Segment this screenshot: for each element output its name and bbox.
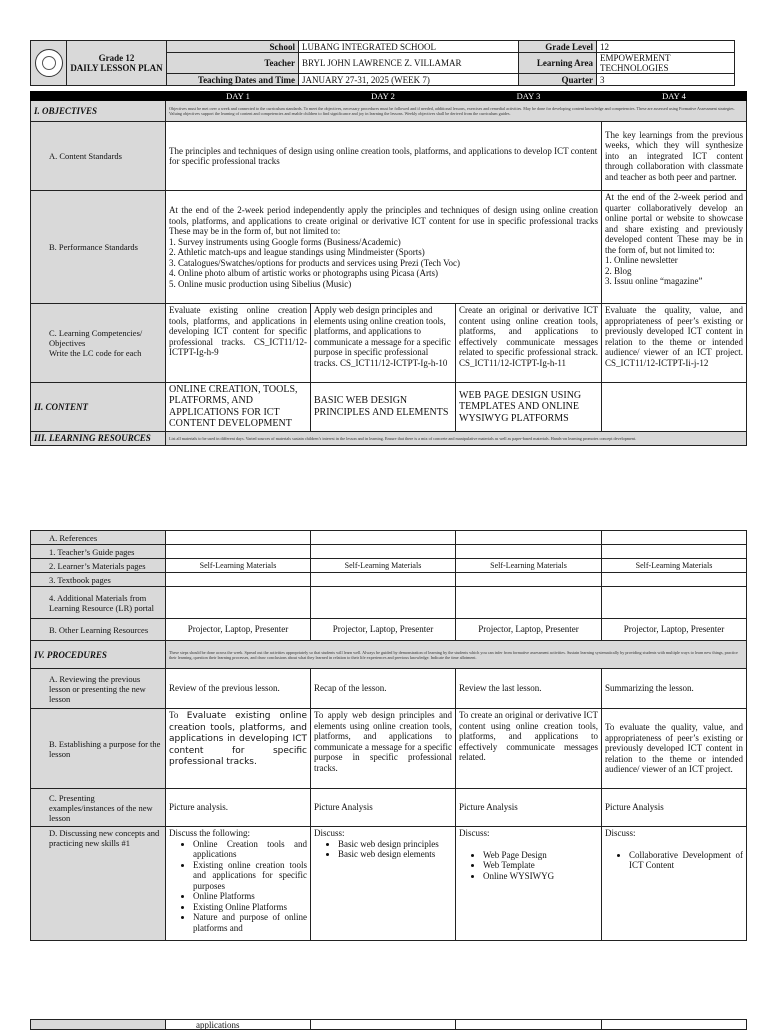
- resources-heading: III. LEARNING RESOURCES: [31, 431, 166, 445]
- competencies-label-text: C. Learning Competencies/ Objectives: [49, 328, 143, 348]
- day-4-header: DAY 4: [602, 92, 747, 101]
- purpose-day1: [166, 709, 311, 789]
- deped-logo-cell: [31, 41, 67, 86]
- list-item: • Online Platforms: [193, 891, 307, 902]
- plan-title: DAILY LESSON PLAN: [70, 63, 163, 73]
- day-2-header: DAY 2: [311, 92, 456, 101]
- performance-day4-item: 3. Issuu online “magazine”: [605, 276, 703, 286]
- list-item: • Existing online creation tools and applications for specific purposes: [193, 860, 307, 892]
- competency-day4: Evaluate the quality, value, and appropriateness of peer’s existing or previously developed ICT content in relation to the theme or intended audience/ viewer of an ICT project. CS_ICT11/12-ICTPT-Ii-j-12: [602, 304, 747, 383]
- discussing-day1-list: [169, 839, 307, 934]
- competencies-sublabel: Write the LC code for each: [49, 348, 142, 358]
- learners-materials-day4: Self-Learning Materials: [602, 559, 747, 573]
- list-item: • Web Page Design: [483, 850, 598, 861]
- list-item: • Existing Online Platforms: [193, 902, 307, 913]
- review-day2: Recap of the lesson.: [311, 669, 456, 709]
- teachers-guide-label: 1. Teacher’s Guide pages: [31, 545, 166, 559]
- day-header-blank: [31, 92, 166, 101]
- list-item: • Nature and purpose of online platforms and: [193, 912, 307, 933]
- performance-day4-item: 2. Blog: [605, 265, 632, 276]
- objectives-heading: I. OBJECTIVES: [31, 101, 166, 122]
- objectives-note: Objectives must be met over a week and connected to the curriculum standards. To meet the objectives, necessary procedures must be followed and if needed, additional lessons, exercises and remedial activities. May be done for developing content knowledge and competencies. These are assessed using Formative Assessment strategies. Valuing objectives support the learning of content and competencies and enable children to find significance and joy in learning the lessons. Weekly objectives shall be derived from the curriculum guides.: [166, 101, 747, 122]
- performance-standards-label: B. Performance Standards: [31, 191, 166, 304]
- other-resources-day1: Projector, Laptop, Presenter: [166, 619, 311, 641]
- performance-item: 5. Online music production using Sibelius (Music): [169, 278, 352, 289]
- dates-label: Teaching Dates and Time: [167, 74, 299, 86]
- performance-item: 3. Catalogues/Swatches/options for products and services using Prezi (Tech Voc): [169, 257, 460, 268]
- objectives-table: [30, 91, 747, 446]
- content-day1: ONLINE CREATION, TOOLS, PLATFORMS, AND APPLICATIONS FOR ICT CONTENT DEVELOPMENT: [166, 383, 311, 432]
- school-value: LUBANG INTEGRATED SCHOOL: [299, 41, 519, 53]
- content-heading: II. CONTENT: [31, 383, 166, 432]
- grade-level-label: Grade Level: [519, 41, 597, 53]
- dates-value: JANUARY 27-31, 2025 (WEEK 7): [299, 74, 519, 86]
- discussing-day3-list: [459, 850, 598, 882]
- competency-day1: Evaluate existing online creation tools, platforms, and applications in developing ICT content for specific professional tracks. CS_ICT11/12-ICTPT-Ig-h-9: [166, 304, 311, 383]
- discussing-day1-head: Discuss the following:: [169, 828, 250, 838]
- purpose-day3: To create an original or derivative ICT content using online creation tools, platforms, and applications to effectively communicate messages related.: [456, 709, 602, 789]
- purpose-day2: To apply web design principles and elements using online creation tools, platforms, and applications to communicate a message for a specific purpose in specific professional tracks.: [311, 709, 456, 789]
- continuation-day1: applications: [166, 1020, 311, 1030]
- competency-day3: Create an original or derivative ICT content using online creation tools, platforms, and applications to effectively communicate messages related to specific professional strack. CS_ICT11/12-ICTPT-Ig-h-11: [456, 304, 602, 383]
- content-standards-label: A. Content Standards: [31, 122, 166, 191]
- presenting-day3: Picture Analysis: [456, 789, 602, 827]
- learners-materials-day2: Self-Learning Materials: [311, 559, 456, 573]
- purpose-label: B. Establishing a purpose for the lesson: [31, 709, 166, 789]
- performance-day4-item: 1. Online newsletter: [605, 255, 678, 265]
- content-day2: BASIC WEB DESIGN PRINCIPLES AND ELEMENTS: [311, 383, 456, 432]
- list-item: • Online WYSIWYG: [483, 871, 598, 882]
- presenting-day1: Picture analysis.: [166, 789, 311, 827]
- plan-title-cell: [67, 41, 167, 86]
- discussing-day1: [166, 827, 311, 941]
- other-resources-label: B. Other Learning Resources: [31, 619, 166, 641]
- school-label: School: [167, 41, 299, 53]
- list-item: • Online Creation tools and applications: [193, 839, 307, 860]
- performance-item: 2. Athletic match-ups and league standings using Mindmeister (Sports): [169, 247, 425, 257]
- header-table: [30, 40, 735, 86]
- deped-seal-icon: [35, 49, 63, 77]
- performance-standards-day4: [602, 191, 747, 304]
- review-day3: Review the last lesson.: [456, 669, 602, 709]
- quarter-label: Quarter: [519, 74, 597, 86]
- purpose-day1-prefix: To: [169, 710, 187, 720]
- presenting-day2: Picture Analysis: [311, 789, 456, 827]
- discussing-day3: [456, 827, 602, 941]
- learning-area-value: EMPOWERMENT TECHNOLOGIES: [597, 53, 735, 74]
- list-item: • Basic web design principles: [338, 839, 452, 850]
- additional-materials-label: 4. Additional Materials from Learning Resource (LR) portal: [31, 587, 166, 619]
- performance-standards-text: [166, 191, 602, 304]
- performance-day4-intro: At the end of the 2-week period and quarter collaboratively develop an online portal or website to showcase and share existing and previously developed content These may be in the form of, but not limited to:: [605, 192, 743, 255]
- purpose-day1-text: Evaluate existing online creation tools, platforms, and applications in developing ICT content for specific professional tracks.: [169, 711, 307, 767]
- teacher-label: Teacher: [167, 53, 299, 74]
- review-day1: Review of the previous lesson.: [166, 669, 311, 709]
- grade-title: Grade 12: [98, 53, 135, 63]
- content-day3: WEB PAGE DESIGN USING TEMPLATES AND ONLINE WYSIWYG PLATFORMS: [456, 383, 602, 432]
- procedures-heading: IV. PROCEDURES: [31, 641, 166, 669]
- learners-materials-day1: Self-Learning Materials: [166, 559, 311, 573]
- competency-day2: Apply web design principles and elements using online creation tools, platforms, and applications to communicate a message for a specific purpose in specific professional tracks. CS_ICT11/12-ICTPT-Ig-h-10: [311, 304, 456, 383]
- performance-item: 4. Online photo album of artistic works or photographs using Picasa (Arts): [169, 268, 438, 278]
- quarter-value: 3: [597, 74, 735, 86]
- learners-materials-label: 2. Learner’s Materials pages: [31, 559, 166, 573]
- discussing-day3-head: Discuss:: [459, 828, 490, 838]
- presenting-label: C. Presenting examples/instances of the new lesson: [31, 789, 166, 827]
- grade-level-value: 12: [597, 41, 735, 53]
- performance-item: 1. Survey instruments using Google forms (Business/Academic): [169, 236, 401, 247]
- list-item: • Collaborative Development of ICT Content: [629, 850, 743, 871]
- day-1-header: DAY 1: [166, 92, 311, 101]
- procedures-note: These steps should be done across the week. Spread out the activities appropriately so that students will learn well. Always be guided by demonstration of learning by the students which you can infer from formative assessment activities. Sustain learning systematically by providing students with multiple ways to learn new things, practice their learning, question their learning processes, and draw conclusions about what they learned in relation to their life experiences and previous knowledge. Indicate the time allotment.: [166, 641, 747, 669]
- discussing-label: D. Discussing new concepts and practicing new skills #1: [31, 827, 166, 941]
- content-standards-day4: The key learnings from the previous weeks, which they will synthesize into an integrated ICT content through collaboration with classmate and teacher as both peer and partner.: [602, 122, 747, 191]
- references-label: A. References: [31, 531, 166, 545]
- other-resources-day2: Projector, Laptop, Presenter: [311, 619, 456, 641]
- discussing-day2: [311, 827, 456, 941]
- continuation-label-cell: [31, 1020, 166, 1030]
- discussing-day4-list: [605, 850, 743, 871]
- list-item: • Basic web design elements: [338, 849, 452, 860]
- performance-intro: At the end of the 2-week period independently apply the principles and techniques of design using online creation tools, platforms, and applications to create original or derivative ICT content for use in specific professional tracks These may be in the form of, but not limited to:: [169, 205, 598, 236]
- textbook-label: 3. Textbook pages: [31, 573, 166, 587]
- content-standards-text: The principles and techniques of design using online creation tools, platforms, and applications to develop ICT content for specific professional tracks: [166, 122, 602, 191]
- purpose-day4: To evaluate the quality, value, and appropriateness of peer’s existing or previously developed ICT content in relation to the theme or intended audience/ viewer of an ICT project.: [602, 709, 747, 789]
- discussing-day2-head: Discuss:: [314, 828, 345, 838]
- list-item: • Web Template: [483, 860, 598, 871]
- other-resources-day4: Projector, Laptop, Presenter: [602, 619, 747, 641]
- learning-area-label: Learning Area: [519, 53, 597, 74]
- discussing-day4: [602, 827, 747, 941]
- continuation-table: [30, 1019, 747, 1030]
- discussing-day2-list: [314, 839, 452, 860]
- review-day4: Summarizing the lesson.: [602, 669, 747, 709]
- presenting-day4: Picture Analysis: [602, 789, 747, 827]
- content-day4: [602, 383, 747, 432]
- resources-procedures-table: [30, 530, 747, 941]
- resources-note: List all materials to be used in different days. Varied sources of materials sustain children’s interest in the lesson and in learning. Ensure that there is a mix of concrete and manipulative materials as well as paper-based materials. Hands-on learning promotes concept development.: [166, 431, 747, 445]
- day-3-header: DAY 3: [456, 92, 602, 101]
- review-label: A. Reviewing the previous lesson or presenting the new lesson: [31, 669, 166, 709]
- learners-materials-day3: Self-Learning Materials: [456, 559, 602, 573]
- other-resources-day3: Projector, Laptop, Presenter: [456, 619, 602, 641]
- teacher-value: BRYL JOHN LAWRENCE Z. VILLAMAR: [299, 53, 519, 74]
- discussing-day4-head: Discuss:: [605, 828, 636, 838]
- competencies-label: [31, 304, 166, 383]
